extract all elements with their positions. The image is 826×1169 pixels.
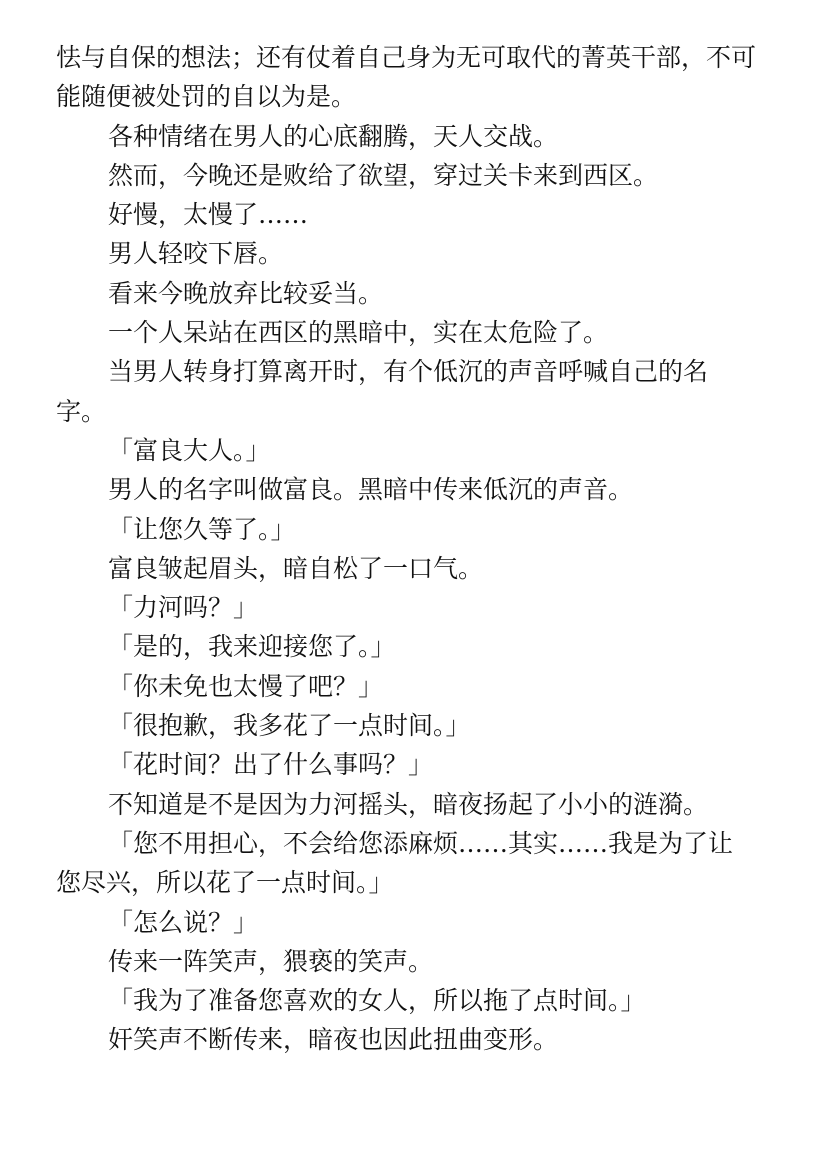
dialogue-line: 「很抱歉，我多花了一点时间。」 [108, 711, 471, 741]
paragraph: 看来今晚放弃比较妥当。 [108, 278, 384, 308]
dialogue-line: 「怎么说？」 [108, 907, 259, 937]
paragraph: 各种情绪在男人的心底翻腾，天人交战。 [108, 121, 559, 151]
paragraph: 当男人转身打算离开时，有个低沉的声音呼喊自己的名字。 [56, 357, 709, 426]
dialogue-line: 「富良大人。」 [108, 435, 271, 465]
paragraph: 奸笑声不断传来，暗夜也因此扭曲变形。 [108, 1025, 559, 1055]
document-page [56, 38, 756, 1060]
paragraph: 怯与自保的想法；还有仗着自己身为无可取代的菁英干部，不可能随便被处罚的自以为是。 [56, 43, 757, 112]
dialogue-line: 「您不用担心，不会给您添麻烦……其实……我是为了让您尽兴，所以花了一点时间。」 [56, 828, 734, 898]
dialogue-line: 「让您久等了。」 [108, 514, 296, 544]
paragraph: 男人轻咬下唇。 [108, 239, 284, 269]
paragraph: 好慢，太慢了…… [108, 200, 309, 230]
paragraph: 传来一阵笑声，猥亵的笑声。 [108, 946, 434, 976]
paragraph: 一个人呆站在西区的黑暗中，实在太危险了。 [108, 318, 609, 348]
paragraph: 富良皱起眉头，暗自松了一口气。 [108, 553, 484, 583]
paragraph: 不知道是不是因为力河摇头，暗夜扬起了小小的涟漪。 [108, 789, 709, 819]
dialogue-line: 「力河吗？」 [108, 593, 259, 623]
paragraph: 然而，今晚还是败给了欲望，穿过关卡来到西区。 [108, 160, 659, 190]
paragraph: 男人的名字叫做富良。黑暗中传来低沉的声音。 [108, 475, 634, 505]
dialogue-line: 「花时间？出了什么事吗？」 [108, 750, 434, 780]
dialogue-line: 「我为了准备您喜欢的女人，所以拖了点时间。」 [108, 986, 646, 1016]
dialogue-line: 「你未免也太慢了吧？」 [108, 671, 384, 701]
dialogue-line: 「是的，我来迎接您了。」 [108, 632, 396, 662]
